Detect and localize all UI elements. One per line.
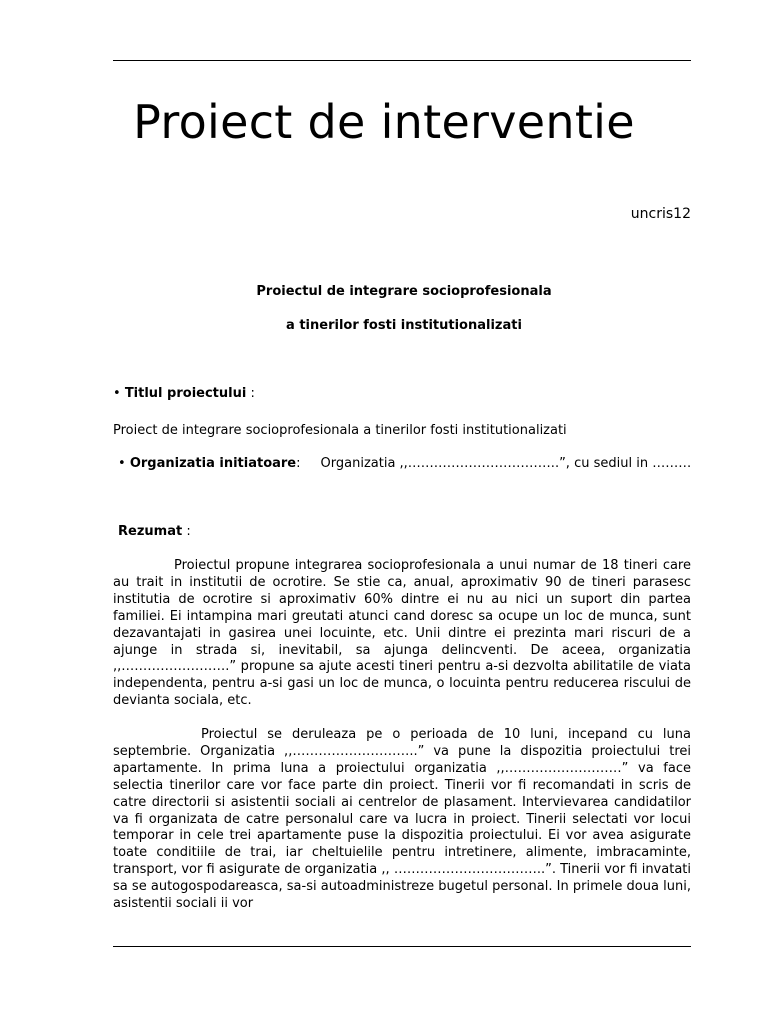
summary-label: Rezumat [118, 524, 183, 539]
bullet-icon: • [118, 456, 126, 471]
author-name: uncris12 [630, 206, 691, 222]
subtitle-line-2: a tinerilor fosti institutionalizati [286, 318, 522, 333]
organization-field [118, 456, 691, 471]
paragraph-2-text: Proiectul se deruleaza pe o perioada de 10 luni, incepand cu luna septembrie. Organizatia ,,………………………..” va pune la dispozitia proiectului trei apartamente. In prima luna a proiectului organizatia ,,………………………” va face selectia tinerilor care vor face parte din proiect. Tinerii vor fi recomandati in scris de catre directorii si asistentii sociali ai centrelor de plasament. Intervievarea candidatilor va fi organizata de catre personalul care va lucra in proiect. Tinerii selectati vor locui temporar in cele trei apartamente puse la dispozitia proiectului. Ei vor avea asigurate toate conditiile de trai, iar cheltuielile pentru intretinere, alimente, imbracaminte, transport, vor fi asigurate de organizatia ,, ……………………………..”. Tinerii vor fi invatati sa se autogospodareasca, sa-si autoadministreze bugetul personal. In primele doua luni, asistentii sociali ii vor [113, 727, 691, 912]
summary-heading [118, 524, 191, 539]
project-title-label: Titlul proiectului [124, 386, 247, 401]
organization-value: Organizatia ,,……………………………..”, cu sediul in ……… [320, 456, 692, 471]
page-title: Proiect de interventie [133, 95, 635, 149]
subtitle-line-1: Proiectul de integrare socioprofesionala [256, 284, 552, 299]
organization-separator: : [296, 456, 301, 471]
paragraph-1-text: Proiectul propune integrarea socioprofesionala a unui numar de 18 tineri care au trait in institutii de ocrotire. Se stie ca, anual, aproximativ 90 de tineri parasesc institutia de ocrotire si aproximativ 60% dintre ei nu au nici un suport din partea familiei. Ei intampina mari greutati atunci cand doresc sa ocupe un loc de munca, sunt dezavantajati in gasirea unei locuinte, etc. Unii dintre ei prezinta mari riscuri de a ajunge in strada si, inevitabil, sa ajunga delincventi. De aceea, organizatia ,,…………………….” propune sa ajute acesti tineri pentru a-si dezvolta abilitatile de viata independenta, pentru a-si gasi un loc de munca, o locuinta pentru reducerea riscului de devianta sociala, etc. [113, 558, 691, 709]
project-title-field [113, 386, 255, 401]
project-title-separator: : [246, 386, 255, 401]
summary-paragraph-1 [113, 558, 691, 710]
bullet-icon: • [113, 386, 121, 401]
project-title-value: Proiect de integrare socioprofesionala a tinerilor fosti institutionalizati [113, 423, 567, 438]
bottom-divider [113, 946, 691, 947]
summary-paragraph-2 [113, 727, 691, 913]
summary-separator: : [182, 524, 191, 539]
top-divider [113, 60, 691, 61]
organization-label: Organizatia initiatoare [129, 456, 297, 471]
